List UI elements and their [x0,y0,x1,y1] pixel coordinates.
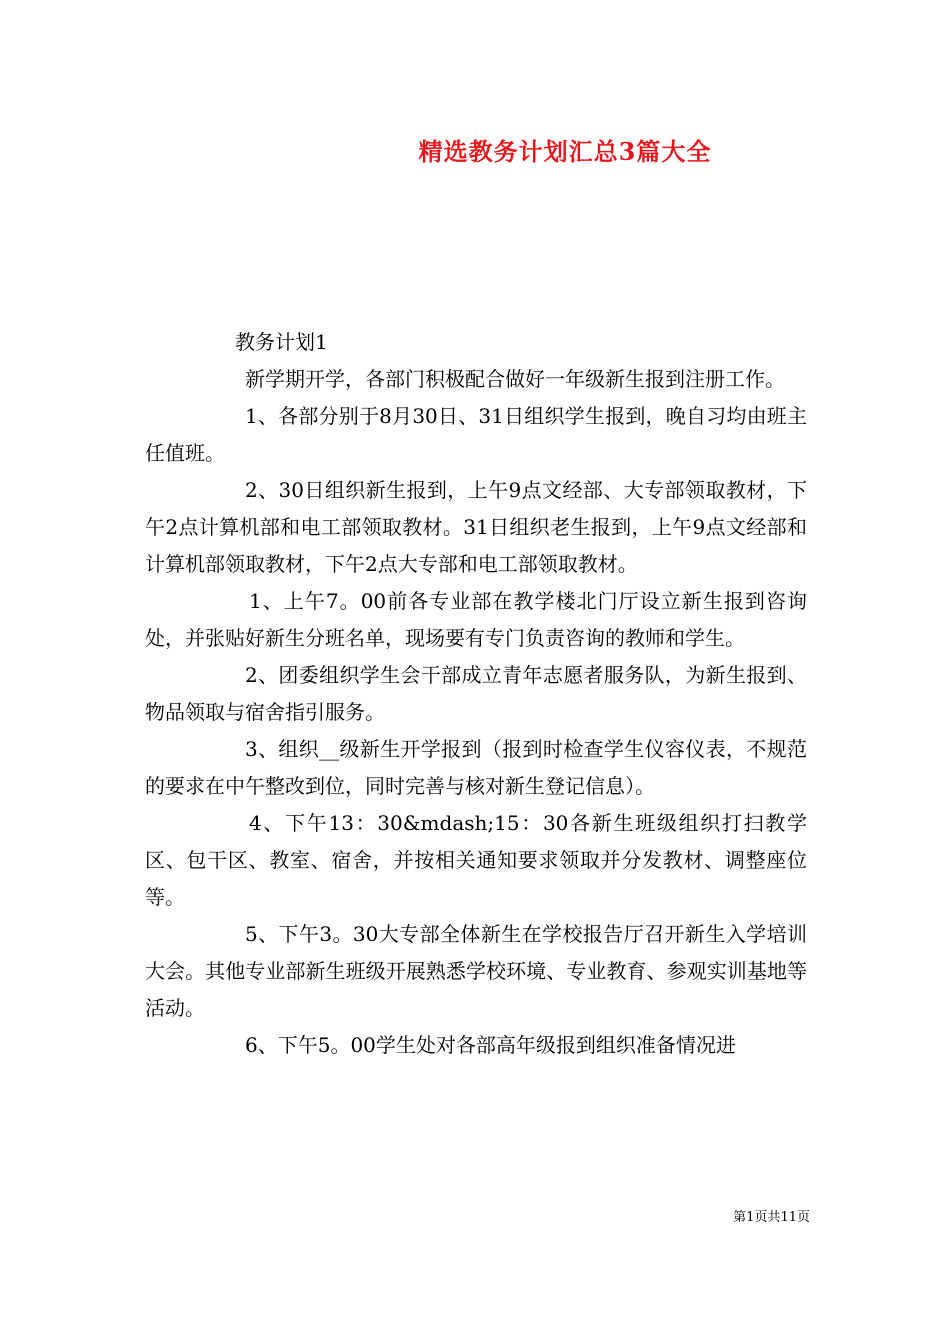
paragraph-5: 2、团委组织学生会干部成立青年志愿者服务队，为新生报到、物品领取与宿舍指引服务。 [145,663,807,724]
paragraph-7: 4、下午13：30&mdash;15：30各新生班级组织打扫教学区、包干区、教室、宿舍，并按相关通知要求领取并分发教材、调整座位等。 [145,811,807,909]
paragraph-3: 2、30日组织新生报到，上午9点文经部、大专部领取教材，下午2点计算机部和电工部领取教材。31日组织老生报到，上午9点文经部和计算机部领取教材，下午2点大专部和电工部领取教材。 [145,478,807,576]
page-number-footer: 第1页共11页 [733,1210,810,1225]
paragraph-2: 1、各部分别于8月30日、31日组织学生报到，晚自习均由班主任值班。 [145,404,807,465]
paragraph-9: 6、下午5。00学生处对各部高年级报到组织准备情况进 [245,1033,736,1057]
paragraph-1: 新学期开学，各部门积极配合做好一年级新生报到注册工作。 [245,367,785,391]
paragraph-6: 3、组织__级新生开学报到（报到时检查学生仪容仪表，不规范的要求在中午整改到位，同时完善与核对新生登记信息）。 [145,737,807,798]
section-heading: 教务计划1 [235,330,328,354]
document-body [145,324,807,1064]
document-title: 精选教务计划汇总3篇大全 [418,137,712,166]
paragraph-4: 1、上午7。00前各专业部在教学楼北门厅设立新生报到咨询处，并张贴好新生分班名单，现场要有专门负责咨询的教师和学生。 [145,589,807,650]
paragraph-8: 5、下午3。30大专部全体新生在学校报告厅召开新生入学培训大会。其他专业部新生班级开展熟悉学校环境、专业教育、参观实训基地等活动。 [145,922,807,1020]
